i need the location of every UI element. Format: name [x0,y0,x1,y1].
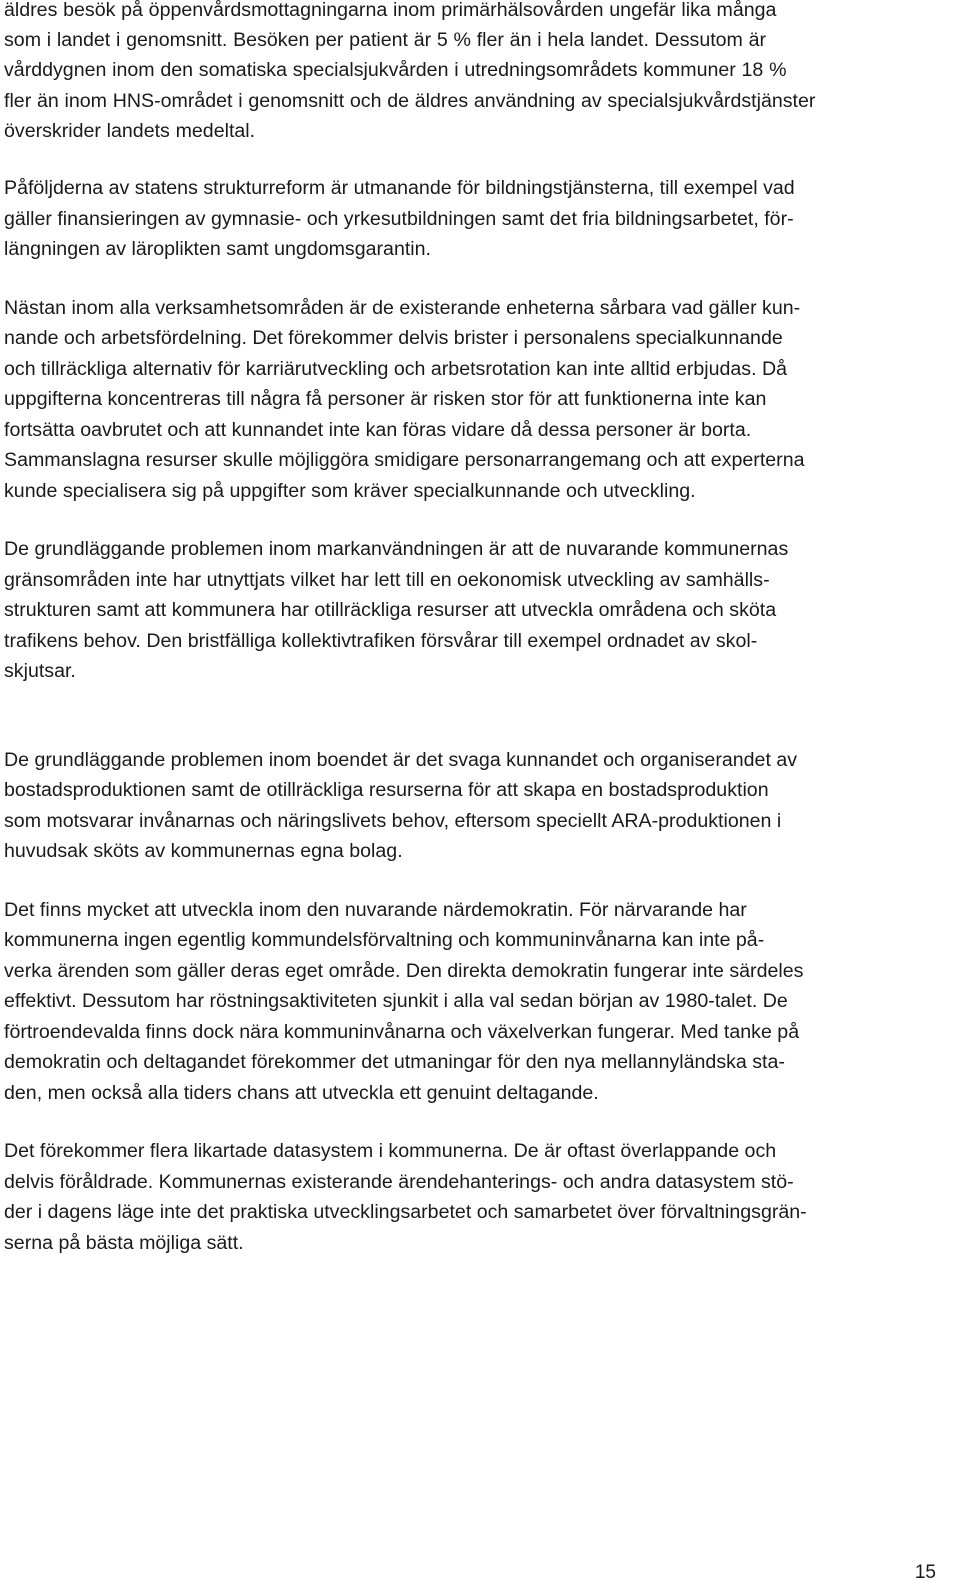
text-line: gäller finansieringen av gymnasie- och yrkesutbildningen samt det fria bildningsarbetet, för- [4,207,794,230]
text-line: förtroendevalda finns dock nära kommuninvånarna och växelverkan fungerar. Med tanke på [4,1020,800,1043]
text-line: De grundläggande problemen inom boendet är det svaga kunnandet och organiserandet av [4,748,798,771]
text-line: och tillräckliga alternativ för karriärutveckling och arbetsrotation kan inte alltid erbjudas. Då [4,357,788,380]
page-number: 15 [914,1562,936,1583]
text-line: längningen av läroplikten samt ungdomsgarantin. [4,238,431,261]
text-line: De grundläggande problemen inom markanvändningen är att de nuvarande kommunernas [4,538,789,561]
paragraph-land-use [4,534,948,687]
text-line: nande och arbetsfördelning. Det förekommer delvis brister i personalens specialkunnande [4,327,783,350]
paragraph-education [4,173,948,265]
document-page [4,0,948,1258]
text-line: trafikens behov. Den bristfälliga kollektivtrafiken försvårar till exempel ordnadet av skol- [4,629,758,652]
text-line: fortsätta oavbrutet och att kunnandet inte kan föras vidare då dessa personer är borta. [4,418,752,441]
text-line: som i landet i genomsnitt. Besöken per patient är 5 % fler än i hela landet. Dessutom är [4,29,767,52]
text-line: Det förekommer flera likartade datasystem i kommunerna. De är oftast överlappande och [4,1140,777,1163]
text-line: huvudsak sköts av kommunernas egna bolag. [4,840,403,863]
text-line: kunde specialisera sig på uppgifter som kräver specialkunnande och utveckling. [4,479,696,502]
text-line: äldres besök på öppenvårdsmottagningarna inom primärhälsovården ungefär lika många [4,0,777,21]
text-line: Det finns mycket att utveckla inom den nuvarande närdemokratin. För närvarande har [4,898,747,921]
text-line: fler än inom HNS-området i genomsnitt och de äldres användning av specialsjukvårdstjänster [4,89,816,112]
text-line: serna på bästa möjliga sätt. [4,1231,244,1254]
paragraph-housing [4,745,948,867]
text-line: vårddygnen inom den somatiska specialsjukvården i utredningsområdets kommuner 18 % [4,59,787,82]
text-line: överskrider landets medeltal. [4,119,256,142]
text-line: den, men också alla tiders chans att utveckla ett genuint deltagande. [4,1081,599,1104]
text-line: Påföljderna av statens strukturreform är utmanande för bildningstjänsterna, till exempel vad [4,177,795,200]
text-line: der i dagens läge inte det praktiska utvecklingsarbetet och samarbetet över förvaltningsgrän- [4,1201,807,1224]
paragraph-data-systems [4,1136,948,1258]
text-line: Nästan inom alla verksamhetsområden är de existerande enheterna sårbara vad gäller kun- [4,296,801,319]
paragraph-competence [4,293,948,507]
text-line: som motsvarar invånarnas och näringslivets behov, eftersom speciellt ARA-produktionen i [4,809,782,832]
paragraph-democracy [4,895,948,1109]
text-line: uppgifterna koncentreras till några få personer är risken stor för att funktionerna inte kan [4,388,767,411]
text-line: delvis föråldrade. Kommunernas existerande ärendehanterings- och andra datasystem stö- [4,1170,794,1193]
text-line: bostadsproduktionen samt de otillräckliga resurserna för att skapa en bostadsproduktion [4,779,769,802]
text-line: effektivt. Dessutom har röstningsaktiviteten sjunkit i alla val sedan början av 1980-talet. De [4,990,788,1013]
text-line: strukturen samt att kommunera har otillräckliga resurser att utveckla områdena och sköta [4,599,777,622]
paragraph-health-services [4,0,948,146]
text-line: skjutsar. [4,660,76,683]
text-line: Sammanslagna resurser skulle möjliggöra smidigare personarrangemang och att experterna [4,449,805,472]
text-line: gränsområden inte har utnyttjats vilket har lett till en oekonomisk utveckling av samhälls- [4,568,770,591]
text-line: kommunerna ingen egentlig kommundelsförvaltning och kommuninvånarna kan inte på- [4,929,765,952]
text-line: demokratin och deltagandet förekommer det utmaningar för den nya mellannyländska sta- [4,1051,785,1074]
text-line: verka ärenden som gäller deras eget område. Den direkta demokratin fungerar inte särdeles [4,959,804,982]
